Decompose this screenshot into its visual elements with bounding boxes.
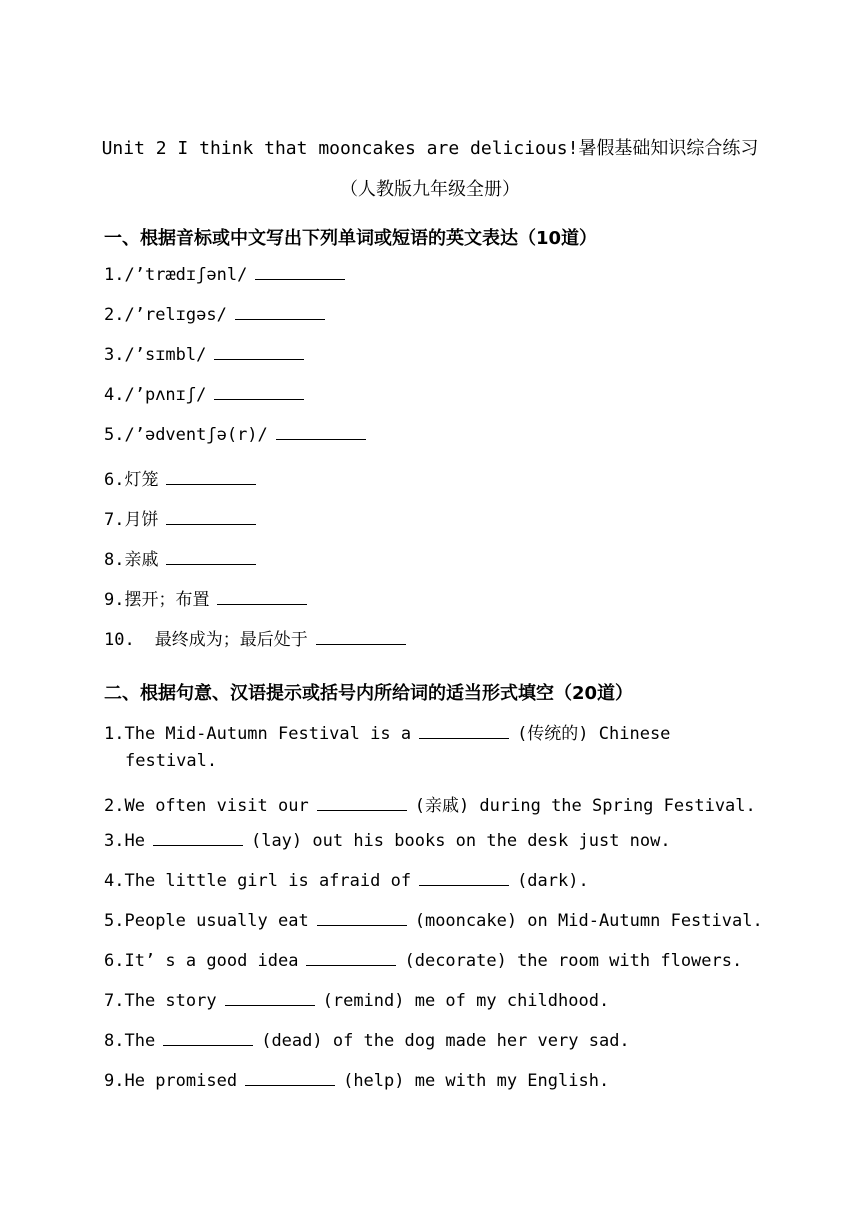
answer-blank	[306, 951, 396, 966]
answer-blank	[317, 911, 407, 926]
answer-blank	[153, 831, 243, 846]
answer-blank	[166, 470, 256, 485]
answer-blank	[419, 724, 509, 739]
s2-item-1-continuation: festival.	[125, 751, 218, 771]
answer-blank	[276, 425, 366, 440]
s2-item-5: 5.People usually eat (mooncake) on Mid-Autumn Festival.	[104, 911, 763, 931]
answer-blank	[245, 1071, 335, 1086]
answer-blank	[255, 265, 345, 280]
answer-blank	[235, 305, 325, 320]
s2-item-3: 3.He (lay) out his books on the desk just now.	[104, 831, 671, 851]
s1-item-3: 3./’sɪmbl/	[104, 345, 312, 365]
s2-item-7: 7.The story (remind) me of my childhood.	[104, 991, 610, 1011]
answer-blank	[419, 871, 509, 886]
s2-item-9: 9.He promised (help) me with my English.	[104, 1071, 610, 1091]
s1-item-4: 4./’pʌnɪʃ/	[104, 385, 312, 405]
answer-blank	[316, 630, 406, 645]
answer-blank	[217, 590, 307, 605]
s1-item-9: 9.摆开；布置	[104, 585, 315, 610]
s1-item-5: 5./’ədventʃə(r)/	[104, 425, 374, 445]
s2-item-4: 4.The little girl is afraid of (dark).	[104, 871, 589, 891]
s1-item-6: 6.灯笼	[104, 465, 264, 490]
s2-item-2: 2.We often visit our (亲戚) during the Spring Festival.	[104, 796, 756, 816]
section2-heading: 二、根据句意、汉语提示或括号内所给词的适当形式填空（20道）	[104, 683, 634, 704]
answer-blank	[317, 796, 407, 811]
s1-item-2: 2./’relɪgəs/	[104, 305, 333, 325]
s2-item-8: 8.The (dead) of the dog made her very sad.	[104, 1031, 630, 1051]
document-title: Unit 2 I think that mooncakes are delicious!暑假基础知识综合练习	[101, 138, 759, 159]
answer-blank	[166, 510, 256, 525]
s2-item-6: 6.It’ s a good idea (decorate) the room with flowers.	[104, 951, 743, 971]
answer-blank	[225, 991, 315, 1006]
s1-item-10: 10. 最终成为；最后处于	[104, 625, 414, 650]
answer-blank	[214, 385, 304, 400]
answer-blank	[214, 345, 304, 360]
s1-item-8: 8.亲戚	[104, 545, 264, 570]
answer-blank	[163, 1031, 253, 1046]
answer-blank	[166, 550, 256, 565]
s2-item-1: 1.The Mid-Autumn Festival is a (传统的) Chinese	[104, 724, 671, 744]
document-subtitle: （人教版九年级全册）	[340, 179, 520, 200]
s1-item-1: 1./’trædɪʃənl/	[104, 265, 353, 285]
s1-item-7: 7.月饼	[104, 505, 264, 530]
section1-heading: 一、根据音标或中文写出下列单词或短语的英文表达（10道）	[104, 228, 598, 249]
